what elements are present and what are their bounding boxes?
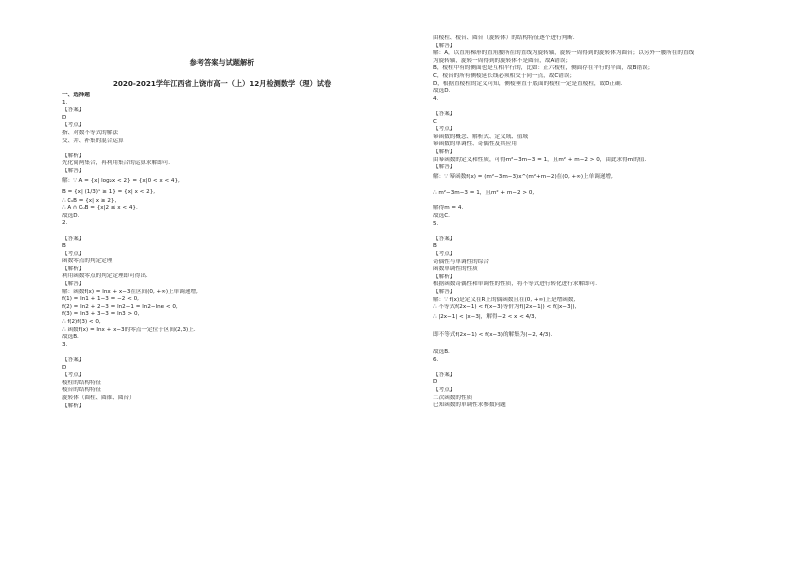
text-line: 幂函数的概念、解析式、定义域、值域 — [433, 133, 529, 140]
document-subtitle: 2020-2021学年江西省上饶市高一（上）12月检测数学（理）试卷 — [112, 79, 332, 88]
text-line: C — [433, 118, 437, 125]
text-line: 【解析】 — [62, 265, 85, 272]
text-line: D，根据直棱柱的定义可知，侧棱垂直于底面的棱柱一定是直棱柱，故D正确. — [433, 80, 623, 87]
text-line: 【解析】 — [433, 273, 456, 280]
text-line: 幂函数的单调性、奇偶性及其应用 — [433, 141, 517, 148]
text-line: 【考点】 — [433, 251, 456, 258]
text-line: 即不等式f(2x−1) < f(x−3)的解集为(−2, 4/3). — [433, 332, 553, 339]
text-line: ∴ ∁ᵤB = {x| x ≥ 2}, — [62, 197, 117, 204]
document-title: 参考答案与试题解析 — [189, 58, 255, 67]
text-line: 交、并、补集的混合运算 — [62, 137, 124, 144]
text-line: 【答案】 — [433, 110, 456, 117]
text-line: 【解答】 — [62, 281, 85, 288]
text-line: D — [62, 114, 67, 121]
text-line: 解：A，以直角梯形的直角腰所在的直线为旋转轴，旋转一周得到的旋转体为圆台；以另外一腰所在的直线 — [433, 50, 695, 57]
text-line: 指、对数不等式的解法 — [62, 129, 118, 136]
text-line: B，棱柱中有的侧面也是互相平行的，比如：正六棱柱，侧面存在平行的平面，故B错误； — [433, 65, 654, 72]
blank-line — [433, 341, 753, 349]
text-line: 【解析】 — [62, 152, 85, 159]
text-line: 旋转体（圆柱、圆锥、圆台） — [62, 394, 135, 401]
text-line: ∴ f(2)f(3) < 0, — [62, 319, 101, 326]
text-line: 解：∵ f(x)是定义在R上的偶函数且在(0, +∞)上是增函数, — [433, 296, 576, 303]
text-line: 【答案】 — [62, 357, 85, 363]
right-column-lines — [433, 35, 753, 410]
text-line: ∴ A ∩ ∁ᵤB = {x|2 ≤ x < 4}. — [62, 205, 138, 212]
text-line: ∴ 函数f(x) = lnx + x−3的零点一定位于区间(2,3)上. — [62, 326, 196, 333]
text-line: 6. — [433, 356, 439, 363]
text-line: 由幂函数的定义和性质，可得m²−3m−3 = 1，且m² + m−2 > 0，由此求得m的值. — [433, 156, 647, 163]
text-line: 二次函数的性质 — [433, 394, 473, 401]
text-line: 先化简两集合，再利用集合的运算求解即可. — [62, 160, 171, 167]
text-line: 【解析】 — [62, 402, 85, 409]
blank-line — [433, 198, 753, 206]
text-line: 故选D. — [433, 88, 451, 95]
text-line: ∴ 不等式f(2x−1) < f(x−3)等价为f(|2x−1|) < f(|x−3|), — [433, 304, 577, 311]
text-line: 2. — [62, 220, 68, 227]
text-line: 【考点】 — [62, 250, 85, 257]
text-line: 【考点】 — [433, 386, 456, 393]
text-line: 5. — [433, 220, 439, 227]
text-line: 函数单调性的性质 — [433, 266, 478, 273]
blank-line — [433, 183, 753, 191]
text-line: 4. — [433, 95, 439, 102]
text-line: f(2) = ln2 + 2−3 = ln2−1 = ln2−lne < 0, — [62, 303, 178, 310]
text-line: 故选B. — [62, 334, 79, 341]
blank-line — [62, 145, 382, 153]
blank-line — [62, 228, 382, 236]
text-line: 【考点】 — [62, 122, 85, 129]
text-line: 【解答】 — [433, 42, 456, 49]
text-line: 【答案】 — [62, 107, 85, 114]
text-line: 1. — [62, 99, 68, 106]
text-line: 解：∵ 幂函数f(x) = (m²−3m−3)x^(m²+m−2)在(0, +∞)上单调递增, — [433, 173, 613, 180]
text-line: D — [62, 364, 67, 371]
text-line: B = {x| (1/3)ˣ ≥ 1} = {x| x < 2}, — [62, 188, 156, 195]
text-line: ∴ m²−3m−3 = 1，且m² + m−2 > 0, — [433, 190, 535, 197]
text-line: 故选B. — [433, 348, 450, 355]
text-line: ∴ |2x−1| < |x−3|，解得−2 < x < 4/3, — [433, 313, 537, 320]
text-line: 【答案】 — [433, 371, 456, 378]
text-line: 一、选择题 — [62, 92, 90, 98]
text-line: 故选D. — [62, 212, 80, 219]
text-line: B — [62, 243, 66, 250]
text-line: 【解答】 — [433, 164, 456, 171]
left-column-lines — [62, 92, 382, 410]
text-line: 解：函数f(x) = lnx + x−3在区间(0, +∞)上单调递增, — [62, 288, 198, 295]
text-line: C，棱台的所有侧棱延长线必须相交于同一点，故C错误； — [433, 72, 576, 79]
text-line: 根据函数奇偶性和单调性的性质，将不等式进行转化进行求解即可. — [433, 281, 597, 288]
text-line: f(3) = ln3 + 3−3 = ln3 > 0, — [62, 311, 140, 318]
text-line: f(1) = ln1 + 1−3 = −2 < 0, — [62, 296, 139, 303]
text-line: 奇偶性与单调性的综合 — [433, 258, 489, 265]
text-line: 解：∵ A = {x| log₂x < 2} = {x|0 < x < 4}, — [62, 177, 180, 184]
text-line: 【解析】 — [433, 148, 456, 155]
text-line: 棱台的结构特征 — [62, 387, 102, 394]
text-line: 函数零点的判定定理 — [62, 258, 113, 265]
right-column — [433, 35, 753, 410]
text-line: B — [433, 243, 437, 250]
text-line: 【考点】 — [433, 126, 456, 133]
blank-line — [433, 228, 753, 236]
blank-line — [433, 364, 753, 372]
text-line: 为旋转轴，旋转一周得到的旋转体不是圆台，故A错误； — [433, 57, 572, 64]
text-line: 【答案】 — [62, 235, 85, 242]
text-line: 【解答】 — [433, 289, 456, 295]
blank-line — [433, 323, 753, 331]
text-line: 利用函数零点的判定定理即可得出. — [62, 273, 148, 280]
text-line: 【解答】 — [62, 167, 85, 174]
text-line: 【答案】 — [433, 235, 456, 242]
text-line: D — [433, 379, 438, 386]
text-line: 解得m = 4. — [433, 205, 464, 212]
text-line: 【考点】 — [62, 372, 85, 379]
text-line: 由棱柱、棱台、圆台（旋转体）的结构特征逐个进行判断. — [433, 35, 575, 41]
blank-line — [62, 349, 382, 357]
blank-line — [433, 103, 753, 111]
text-line: 已知函数的单调性求参数问题 — [433, 402, 506, 409]
text-line: 故选C. — [433, 213, 450, 220]
text-line: 棱柱的结构特征 — [62, 379, 102, 386]
left-column — [62, 0, 382, 410]
text-line: 3. — [62, 341, 68, 348]
